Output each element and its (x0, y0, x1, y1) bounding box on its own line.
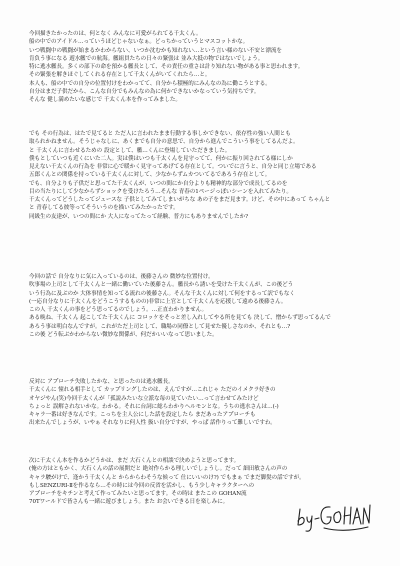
text-line: でも、自分よりも子供だと思ってた千太くんが、いつの間にか自分よりも精神的な部分で成長してるのを (29, 180, 288, 187)
text-line: ちょっと 誤解されないかな。わかる。それに台詞に総らわかりヘルモンとな。うちの逃水さんは…(-) (29, 403, 279, 410)
text-line: キャラ駿がけで、逢かう千太くんと からからわそうな候って 仕にいいのけ?) でもまぁ でまだ脚髪の話ですが。 (29, 474, 305, 481)
text-line: 自分はまだ子供だから、こんな自分でもみんなの為に何かできないかなっていう気持ちです。 (29, 88, 260, 95)
text-line: 70Tワールドで皆さんも一緒に遊びましょう。また お会いできる日を楽しみに。 (29, 499, 229, 506)
text-line: いう行為に及ぶのか 大体事情を知ってる流れの後藤さん。そんな千太くんに対して何をするって訳でもなく (29, 290, 295, 297)
text-line: 次に千太くん本を作るかどうかは、まだ 大石くんとの相談で決めようと思ってます。 (29, 458, 240, 464)
text-line: 同級生の友達が、いつの間にか 大人になってたって経験、普方にもありませんでしたか? (29, 213, 249, 220)
text-line: アプローチをキチンと考えて作ってみたいと思ってます。その時は またこの GOHAN流 (29, 491, 247, 497)
text-line: と 青春してる彼等ってそういうのを描いてみたかったです。 (29, 205, 179, 212)
text-line: 僕もとしていつも近くにいた二人。実は僕はいつも千太くんを見守ってて、何かに振り回されてる様にしか (29, 155, 293, 162)
text-line: この後 どう転ぶかわからない微妙な関係が、何だかいいなって思いました。 (29, 331, 218, 338)
text-line: いつ戦闘中の戦闘が始まるかわからない、いつか沈むかも知れない…という言い様のない不安と漂流を (29, 47, 282, 54)
text-line: 特に逃水艦長。多くの部下の命を預かる艦長として、その責任の重さは計り知れない物がある事と思われます。 (29, 64, 304, 70)
handwritten-signature (294, 495, 374, 535)
text-line: 千太くんってどうしたってジュースな 子供としてみてしまいがちな あの子をまだ見ます。けど、その中にあって ちゃんと (29, 197, 331, 203)
signature-drawing (294, 495, 374, 535)
text-line: 千太くんに 憧れる相手として カップリングしたのは、えんですが…これじゃ ただのイメクラ好きの (29, 387, 276, 394)
text-line: 出来たんでしょうが、いやぁ それなりに何人性 扱い自分ですが、やっぱ 話作りって難しいですわ。 (29, 420, 276, 427)
text-line: 今回の話で 自分なりに気に入っているのは、後藤さんの 微妙な位置付け。 (29, 274, 214, 280)
text-line: あろう事は明白なんですが。これがただ上司として、職場の同僚として見せた優しさなのか、それとも…? (29, 323, 291, 330)
text-line: その緊張を解きほぐしてくれる存在として千太くんがいてくれたら…と。 (29, 72, 211, 79)
text-line: (一応自分なりに千太くんをどうこうするものの)非常に上官として千太くんを応援して遠める後藤さん。 (29, 298, 287, 305)
text-line: キャラ一番は好きなんです。こっちを主人公にした話を設定したら まだあったアプローチも (29, 412, 256, 418)
text-line: オヤジやん(笑)今回千太くんが「孤説みたいな立派な毎の見ていたい…って言わせてみたけど (29, 395, 259, 402)
text-line: そんな 健し満めたいな感じで 千太くん本を作ってみました。 (29, 97, 181, 103)
text-line: でも その行為は、はたで見てると ただ人に言われたまま行動する事しかできない、依存性の強い人間とも (29, 131, 291, 137)
paragraph-intro (29, 30, 371, 104)
text-line: この人 千太くんの事をどう思ってるのでしょう。…正直わかりません。 (29, 307, 207, 313)
text-line: ある晩ね、千太くん 起こしてた千太くんに コロッケをそっと差し入れしてやる所を見ても 決して、憎からず思ってるんで (29, 315, 331, 322)
text-line: 見えない千太くんの行為を 非常に心で暖かく見守ってあげてる存在として。ついでに言うと、自分と同じ立場である (29, 164, 317, 170)
text-line: 船の中でのアイドル…っていうほどじゃないなぁ。どっちかっていうとマスコットかな。 (29, 39, 249, 46)
paragraph-goto (29, 273, 371, 339)
text-line: 反対に アプローチ失敗したかな、と思ったのは逃水艦長。 (29, 379, 174, 385)
text-line: 目の当たりにして少なからずショックを受けたろう…そんな 青春の1ページっぽいシーンを入れてみたり。 (29, 188, 292, 195)
paragraph-captain (29, 378, 371, 428)
text-line: 今回描きたかったのは、何となく みんなに可愛がられてる千太くん。 (29, 31, 202, 37)
text-line: (俺の方はともかく、大石くんの話の展開だと 絶対作らかる理しいでしょうし。だって 細田敏さんの声の (29, 466, 288, 473)
text-line: 五郎くんとの関係を持っている千太くんに対して、少なからずムカついてるであろう存在として。 (29, 172, 271, 179)
paragraph-relationship (29, 130, 371, 221)
text-line: と 千太くんに言わせるための 設定として、艦…くんに登場していただきました。 (29, 147, 231, 154)
text-line: 本人も、船の中での自分の位置付けをわかってて、自分から積極的にみんなの為に働こうとする。 (29, 80, 271, 87)
text-line: 取られかねません。そうじゃなしに、あくまでも自分の意思で、自分から進んでこういう事をしてるんだよ。 (29, 139, 299, 146)
text-line: 肯負う事になる 遊水艦での航海。艦組員たちの日々の緊張は 並み大抵の物ではないでしょう。 (29, 55, 264, 62)
text-line: もしSENZURI-Ⅱを作るなら…その時には今回の反省を活かし、もう少しキャラクターへの (29, 482, 255, 489)
text-line: 吹事場の上司として千太くんと一緒に働いていた後藤さん。艦長から誘いを受けた千太くんが、この後どう (29, 282, 294, 289)
